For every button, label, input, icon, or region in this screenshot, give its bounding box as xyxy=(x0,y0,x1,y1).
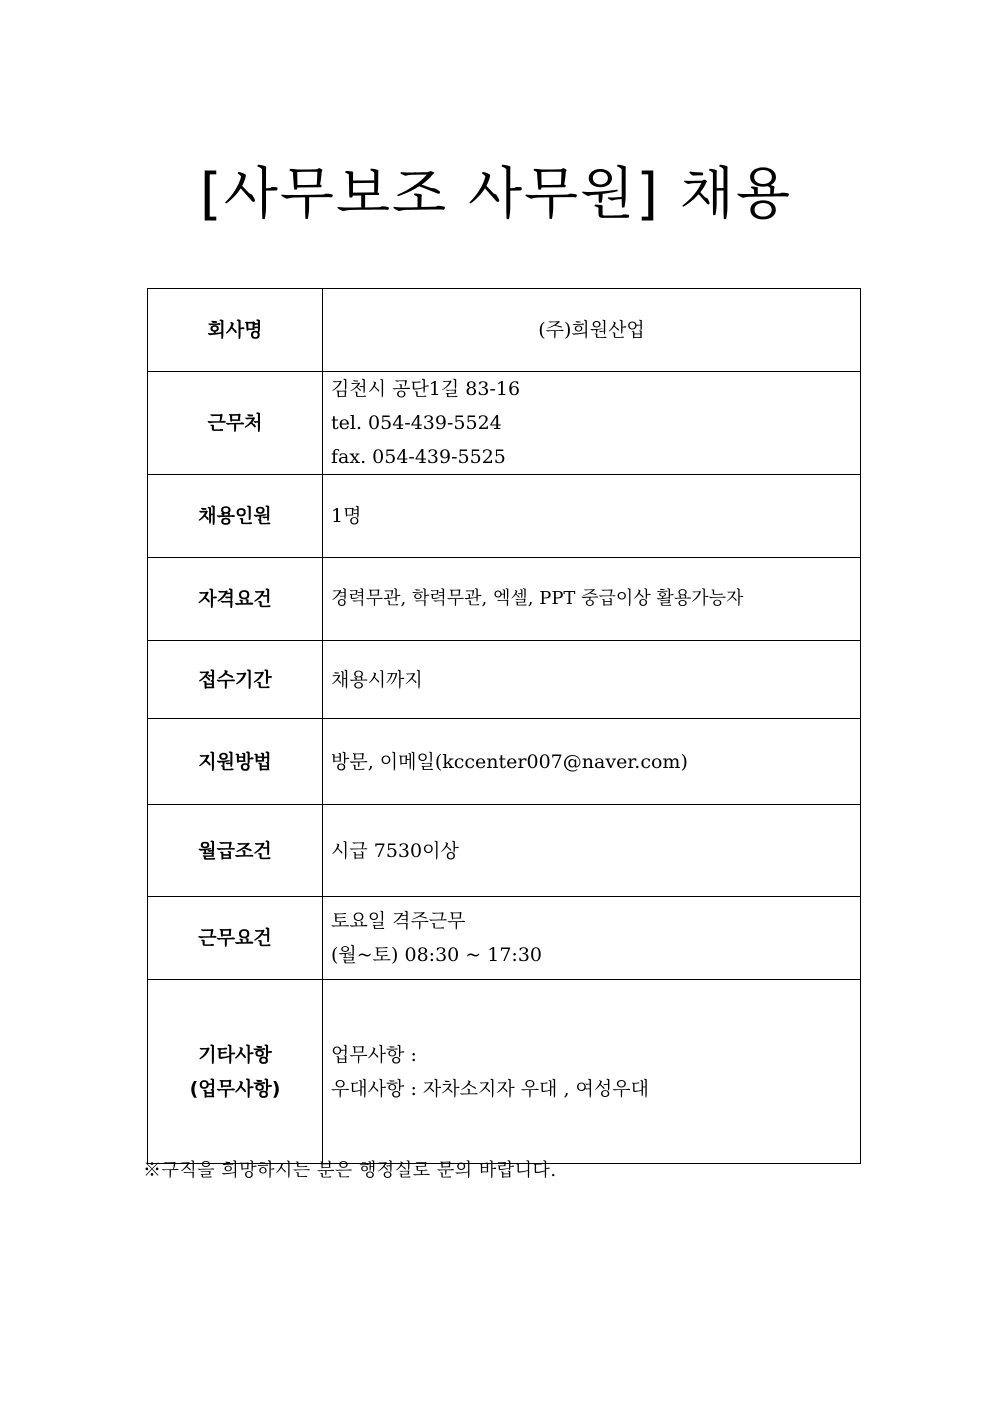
label-qualifications: 자격요건 xyxy=(148,558,323,641)
workplace-address: 김천시 공단1길 83-16 xyxy=(331,378,521,400)
table-row-application-period xyxy=(148,641,861,719)
working-hours: (월~토) 08:30 ~ 17:30 xyxy=(331,944,543,966)
company-name: (주)희원산업 xyxy=(538,319,645,341)
preferences-text: 우대사항 : 자차소지자 우대 , 여성우대 xyxy=(331,1077,649,1100)
value-qualifications xyxy=(323,558,861,641)
workplace-tel: tel. 054-439-5524 xyxy=(331,412,502,434)
headcount-text: 1명 xyxy=(331,505,362,527)
label-working-conditions: 근무요건 xyxy=(148,897,323,980)
label-company: 회사명 xyxy=(148,289,323,372)
label-application-method: 지원방법 xyxy=(148,719,323,805)
value-application-method xyxy=(323,719,861,805)
table-row-headcount xyxy=(148,475,861,558)
table-row-salary xyxy=(148,805,861,897)
table-row-qualifications xyxy=(148,558,861,641)
label-workplace: 근무처 xyxy=(148,372,323,475)
value-salary xyxy=(323,805,861,897)
label-other-notes-line2: (업무사항) xyxy=(189,1077,281,1100)
value-headcount xyxy=(323,475,861,558)
label-headcount: 채용인원 xyxy=(148,475,323,558)
page-title: [사무보조 사무원] 채용 xyxy=(199,162,793,227)
table-row-company xyxy=(148,289,861,372)
value-workplace xyxy=(323,372,861,475)
duties-text: 업무사항 : xyxy=(331,1043,417,1066)
workplace-fax: fax. 054-439-5525 xyxy=(331,446,506,468)
job-posting-table xyxy=(147,288,861,1164)
label-other-notes xyxy=(148,980,323,1164)
application-method-text: 방문, 이메일(kccenter007@naver.com) xyxy=(331,750,688,773)
qualifications-text: 경력무관, 학력무관, 엑셀, PPT 중급이상 활용가능자 xyxy=(331,588,744,609)
working-schedule: 토요일 격주근무 xyxy=(331,910,466,932)
salary-text: 시급 7530이상 xyxy=(331,839,459,862)
value-application-period xyxy=(323,641,861,719)
value-other-notes xyxy=(323,980,861,1164)
value-company xyxy=(323,289,861,372)
label-application-period: 접수기간 xyxy=(148,641,323,719)
table-row-other-notes xyxy=(148,980,861,1164)
application-period-text: 채용시까지 xyxy=(331,668,423,691)
table-row-application-method xyxy=(148,719,861,805)
table-row-workplace xyxy=(148,372,861,475)
label-salary: 월급조건 xyxy=(148,805,323,897)
table-row-working-conditions xyxy=(148,897,861,980)
label-other-notes-line1: 기타사항 xyxy=(198,1043,272,1066)
footnote: ※구직을 희망하시는 분은 행정실로 문의 바랍니다. xyxy=(143,1160,557,1181)
value-working-conditions xyxy=(323,897,861,980)
